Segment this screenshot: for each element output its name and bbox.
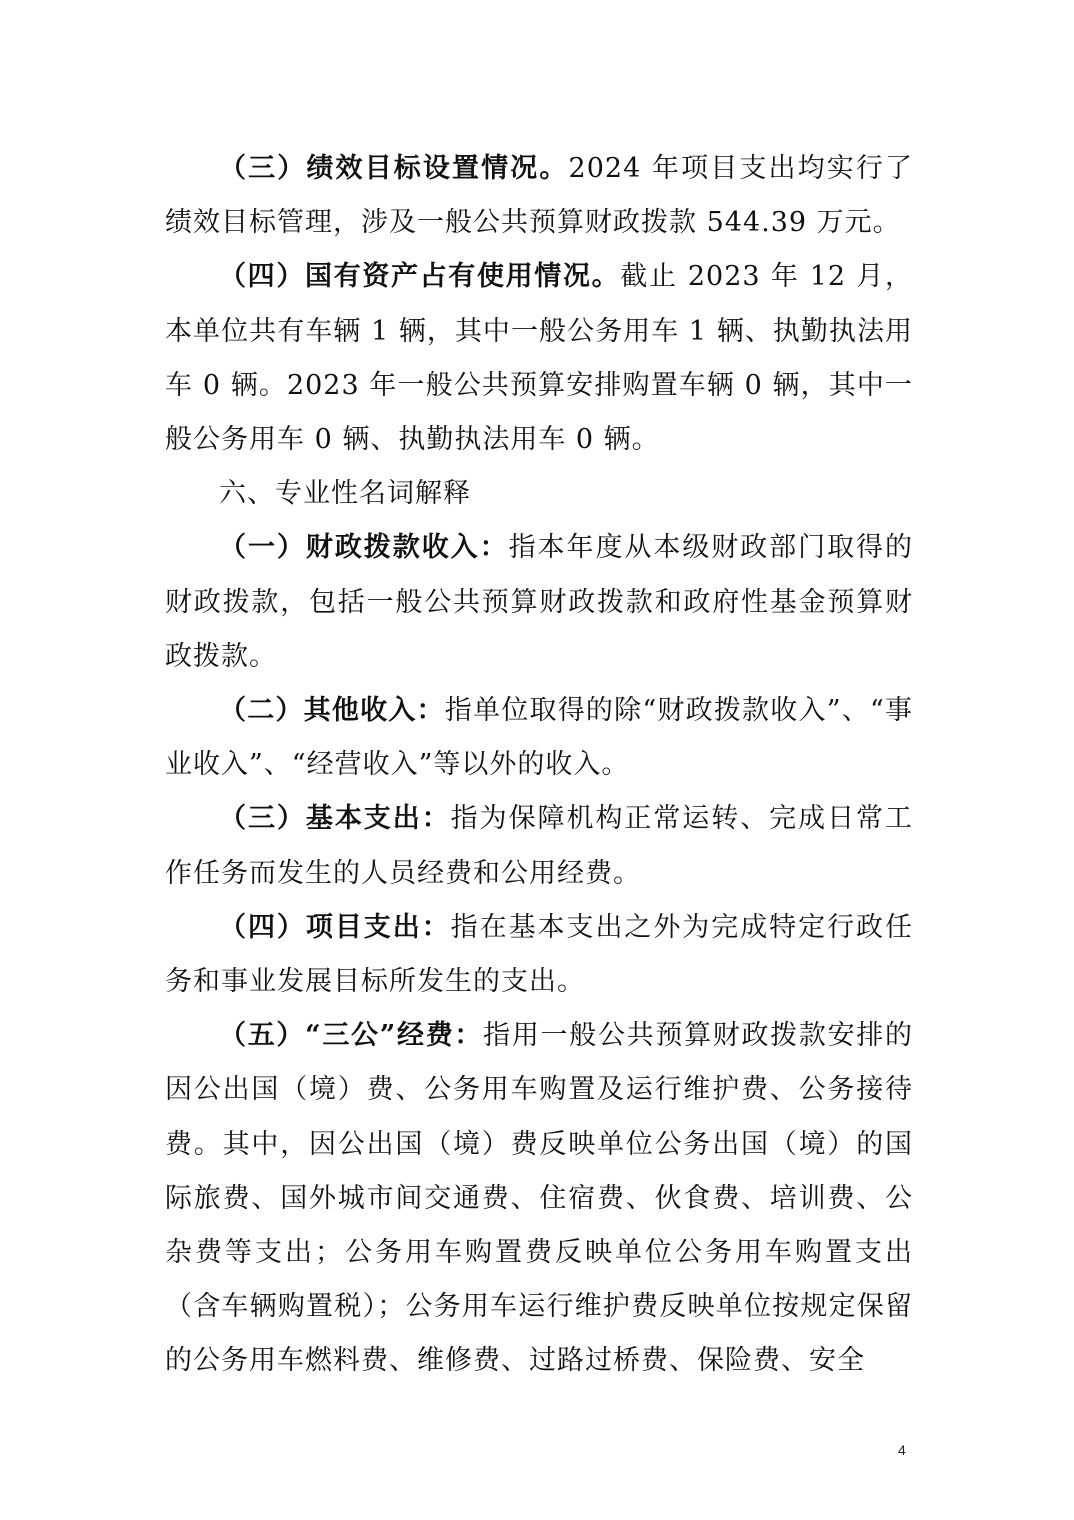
paragraph-lead: （四）国有资产占有使用情况。 [219,261,621,293]
definition-term: （四）项目支出： [219,911,451,943]
paragraph-text: 2024 年项目支出均实行了绩效目标管理，涉及一般公共预算财政拨款 544.39 万元。 [165,153,914,239]
paragraph-text: 截止 2023 年 12 月，本单位共有车辆 1 辆，其中一般公务用车 1 辆、执勤执法用车 0 辆。2023 年一般公共预算安排购置车辆 0 辆，其中一般公务用车 0 辆、执勤执法用车 0 辆。 [165,261,914,456]
definition-text: 指本年度从本级财政部门取得的财政拨款，包括一般公共预算财政拨款和政府性基金预算财政拨款。 [165,532,914,672]
paragraph-lead: （三）绩效目标设置情况。 [219,153,569,184]
definition-term: （一）财政拨款收入： [219,532,509,564]
definition-term: （五）“三公”经费： [219,1020,484,1052]
section-heading: 六、专业性名词解释 [219,478,471,510]
definition-fiscal-appropriation [165,521,913,684]
definition-project-expenditure [165,901,913,1009]
definition-text: 指为保障机构正常运转、完成日常工作任务而发生的人员经费和公用经费。 [165,803,914,889]
definition-three-public-expenses [165,1009,913,1388]
definition-term: （二）其他收入： [219,695,445,727]
definition-text: 指单位取得的除“财政拨款收入”、“事业收入”、“经营收入”等以外的收入。 [165,695,913,781]
paragraph-performance-targets [165,142,913,250]
definition-text: 指用一般公共预算财政拨款安排的因公出国（境）费、公务用车购置及运行维护费、公务接待费。其中，因公出国（境）费反映单位公务出国（境）的国际旅费、国外城市间交通费、住宿费、伙食费、培训费、公杂费等支出；公务用车购置费反映单位公务用车购置支出（含车辆购置税）；公务用车运行维护费反映单位按规定保留的公务用车燃料费、维修费、过路过桥费、保险费、安全 [165,1020,914,1377]
paragraph-state-assets [165,250,913,467]
definition-term: （三）基本支出： [219,803,451,835]
definition-text: 指在基本支出之外为完成特定行政任务和事业发展目标所发生的支出。 [165,911,914,998]
page-number: 4 [898,1442,906,1458]
document-body [165,142,913,1389]
definition-other-income [165,684,913,792]
definition-basic-expenditure [165,792,913,900]
